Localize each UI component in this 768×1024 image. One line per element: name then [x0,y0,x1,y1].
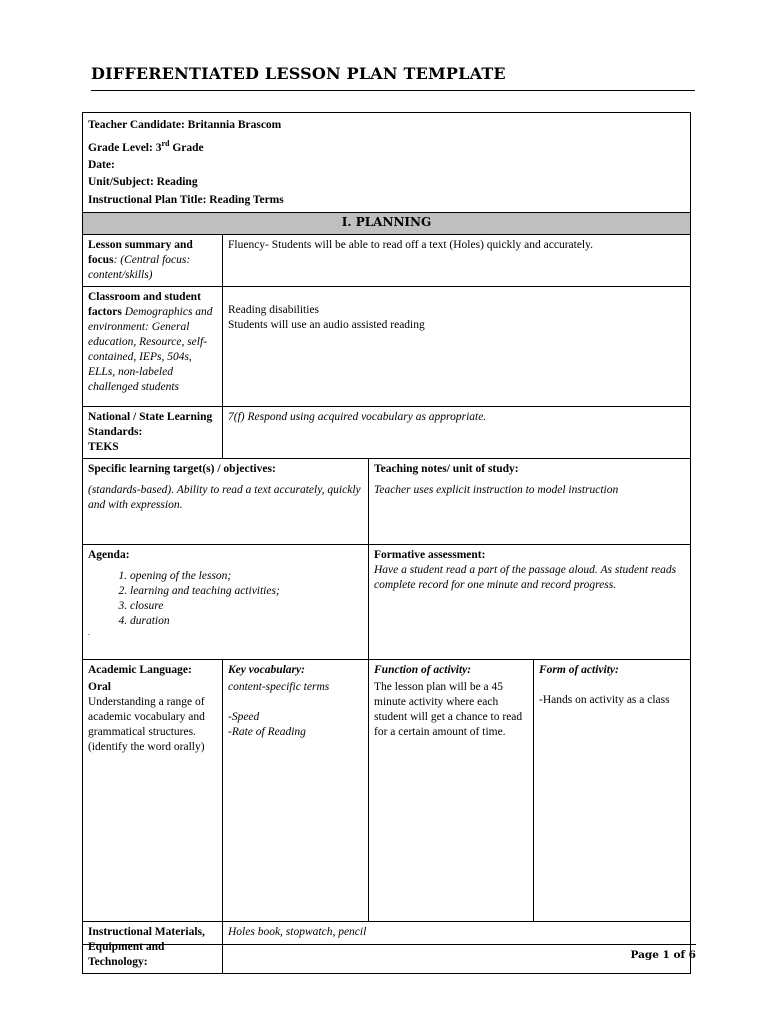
classroom-factors-label: Classroom and student factors Demographics and environment: General education, Resource, self-contained, IEPs, 504s, ELLs, non-labeled challenged students [83,287,223,407]
academic-language-oral: Oral [88,681,111,694]
agenda-item: 4. duration [130,614,363,629]
lesson-summary-label: Lesson summary and focus: (Central focus: content/skills) [83,235,223,287]
grade-level: Grade Level: 3rd Grade [88,138,204,154]
key-vocabulary-term: -Speed [228,711,260,724]
agenda-list [88,569,363,629]
form-label: Form of activity: [539,664,619,677]
targets-cell [83,459,369,545]
date-field: Date: [88,158,115,171]
academic-language-cell [83,660,223,922]
lesson-summary-row [83,235,691,287]
standards-row [83,407,691,459]
key-vocabulary-cell [223,660,369,922]
agenda-row [83,545,691,660]
lesson-plan-table [82,112,691,974]
teaching-notes-cell [369,459,691,545]
targets-content: (standards-based). Ability to read a text accurately, quickly and with expression. [88,484,361,512]
form-content: -Hands on activity as a class [539,694,670,707]
targets-row [83,459,691,545]
standards-label: National / State Learning Standards: TEKS [83,407,223,459]
formative-label: Formative assessment: [374,549,486,562]
teacher-candidate: Teacher Candidate: Britannia Brascom [88,119,282,131]
document-title: DIFFERENTIATED LESSON PLAN TEMPLATE [91,64,695,91]
materials-label: Instructional Materials, Equipment and Technology: [83,922,223,974]
agenda-cell [83,545,369,660]
agenda-item: 1. opening of the lesson; [130,569,363,584]
teaching-notes-content: Teacher uses explicit instruction to model instruction [374,484,619,497]
agenda-item: 3. closure [130,599,363,614]
function-cell [369,660,534,922]
materials-content: Holes book, stopwatch, pencil [223,922,691,974]
function-content: The lesson plan will be a 45 minute activity where each student will get a chance to read for a certain amount of time. [374,681,523,739]
agenda-label: Agenda: [88,549,130,562]
key-vocabulary-sub: content-specific terms [228,681,330,694]
page-footer: Page 1 of 6 [82,944,696,961]
key-vocabulary-term: -Rate of Reading [228,726,306,739]
targets-label: Specific learning target(s) / objectives: [88,463,276,476]
academic-language-label: Academic Language: [88,664,192,677]
lesson-summary-content: Fluency- Students will be able to read off a text (Holes) quickly and accurately. [223,235,691,287]
agenda-trailing: . [88,628,90,638]
academic-language-content: Understanding a range of academic vocabulary and grammatical structures. (identify the word orally) [88,696,205,754]
unit-subject: Unit/Subject: Reading [88,176,198,189]
formative-content: Have a student read a part of the passage aloud. As student reads complete record for one minute and record progress. [374,564,677,592]
function-label: Function of activity: [374,664,472,677]
classroom-factors-content: Reading disabilities Students will use an audio assisted reading [223,287,691,407]
standards-content: 7(f) Respond using acquired vocabulary as appropriate. [223,407,691,459]
header-info-cell [83,113,691,213]
header-row [83,113,691,213]
agenda-item: 2. learning and teaching activities; [130,584,363,599]
formative-cell [369,545,691,660]
form-cell [534,660,691,922]
language-row [83,660,691,922]
planning-section-title: I. PLANNING [83,213,691,235]
plan-title: Instructional Plan Title: Reading Terms [88,193,284,206]
teaching-notes-label: Teaching notes/ unit of study: [374,463,519,476]
key-vocabulary-label: Key vocabulary: [228,664,305,677]
planning-section-row [83,213,691,235]
classroom-factors-row [83,287,691,407]
